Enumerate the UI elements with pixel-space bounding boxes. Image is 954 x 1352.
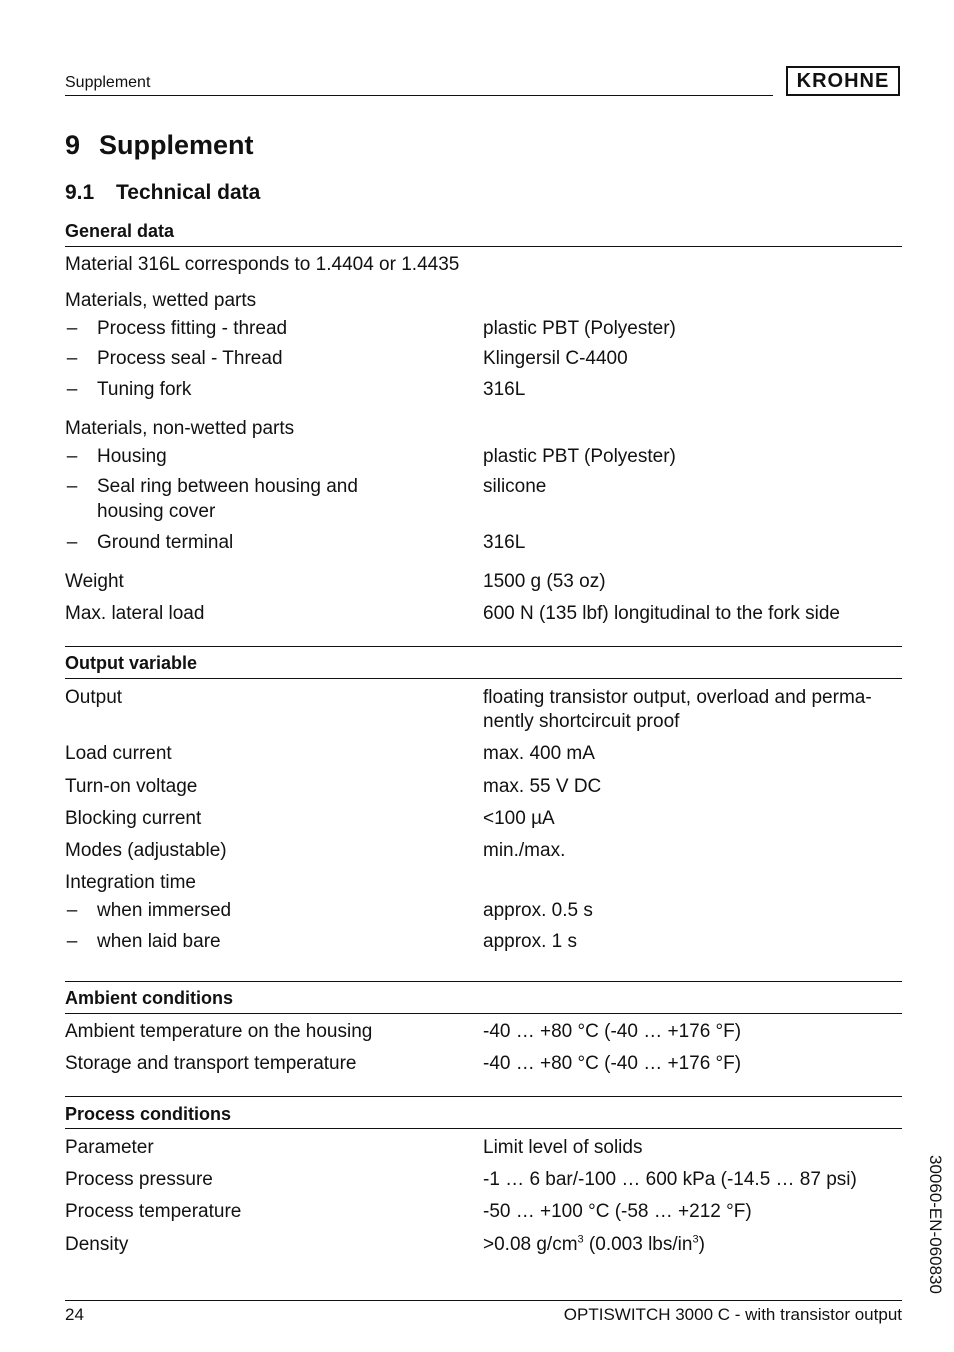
parameter-label: Parameter: [65, 1137, 154, 1158]
chapter-number: 9: [65, 130, 81, 160]
density-value-b: (0.003 lbs/in: [583, 1234, 693, 1255]
list-dash: –: [66, 379, 78, 400]
lateral-load-value: 600 N (135 lbf) longitudinal to the fork side: [483, 603, 840, 624]
ambient-top-rule: [65, 981, 902, 982]
footer-rule: [65, 1300, 902, 1301]
integration-time-label: Integration time: [65, 872, 196, 893]
output-label: Output: [65, 687, 123, 708]
wetted-item-name: Tuning fork: [97, 379, 192, 400]
general-data-rule: [65, 246, 902, 247]
wetted-item-value: plastic PBT (Polyester): [483, 318, 676, 339]
output-value-line2: nently shortcircuit proof: [483, 711, 680, 732]
ambient-rule: [65, 1013, 902, 1014]
ambient-temp-label: Ambient temperature on the housing: [65, 1021, 373, 1042]
material-note: Material 316L corresponds to 1.4404 or 1.4435: [65, 254, 460, 275]
list-dash: –: [66, 931, 78, 952]
header-rule: [65, 95, 773, 96]
chapter-title: [65, 130, 254, 161]
density-superscript-a: 3: [577, 1233, 584, 1246]
integration-item-value: approx. 0.5 s: [483, 900, 593, 921]
parameter-value: Limit level of solids: [483, 1137, 643, 1158]
process-top-rule: [65, 1096, 902, 1097]
nonwetted-item-name-cont: housing cover: [97, 501, 216, 522]
list-dash: –: [66, 318, 78, 339]
density-value: [483, 1233, 705, 1257]
wetted-parts-label: Materials, wetted parts: [65, 290, 257, 311]
nonwetted-item-name: Seal ring between housing and: [97, 476, 358, 497]
turn-on-voltage-value: max. 55 V DC: [483, 776, 602, 797]
ambient-conditions-heading: Ambient conditions: [65, 988, 233, 1008]
load-current-value: max. 400 mA: [483, 743, 595, 764]
storage-temp-value: -40 … +80 °C (-40 … +176 °F): [483, 1053, 742, 1074]
wetted-item-name: Process fitting - thread: [97, 318, 288, 339]
wetted-item-name: Process seal - Thread: [97, 348, 283, 369]
process-pressure-label: Process pressure: [65, 1169, 213, 1190]
turn-on-voltage-label: Turn-on voltage: [65, 776, 198, 797]
page-number: 24: [65, 1305, 84, 1324]
nonwetted-item-value: silicone: [483, 476, 547, 497]
section-number: 9.1: [65, 181, 95, 204]
density-value-a: >0.08 g/cm: [483, 1234, 578, 1255]
section-title: [65, 181, 260, 205]
ambient-temp-value: -40 … +80 °C (-40 … +176 °F): [483, 1021, 742, 1042]
density-superscript-b: 3: [692, 1233, 699, 1246]
modes-label: Modes (adjustable): [65, 840, 227, 861]
nonwetted-item-value: plastic PBT (Polyester): [483, 446, 676, 467]
output-value-line1: floating transistor output, overload and perma-: [483, 687, 872, 708]
integration-item-value: approx. 1 s: [483, 931, 577, 952]
integration-item-name: when immersed: [97, 900, 232, 921]
list-dash: –: [66, 446, 78, 467]
output-top-rule: [65, 646, 902, 647]
process-rule: [65, 1128, 902, 1129]
footer-product-name: OPTISWITCH 3000 C - with transistor output: [563, 1305, 902, 1324]
process-conditions-heading: Process conditions: [65, 1104, 232, 1124]
nonwetted-item-name: Housing: [97, 446, 167, 467]
chapter-title-text: Supplement: [99, 130, 254, 160]
general-data-heading: General data: [65, 221, 175, 241]
wetted-item-value: 316L: [483, 379, 526, 400]
integration-item-name: when laid bare: [97, 931, 221, 952]
blocking-current-value: <100 µA: [483, 808, 555, 829]
nonwetted-item-name: Ground terminal: [97, 532, 234, 553]
nonwetted-item-value: 316L: [483, 532, 526, 553]
document-code: 30060-EN-060830: [926, 1155, 945, 1294]
list-dash: –: [66, 532, 78, 553]
running-header: Supplement: [65, 74, 151, 91]
krohne-logo: KROHNE: [786, 66, 900, 96]
load-current-label: Load current: [65, 743, 172, 764]
output-rule: [65, 678, 902, 679]
list-dash: –: [66, 348, 78, 369]
modes-value: min./max.: [483, 840, 566, 861]
list-dash: –: [66, 476, 78, 497]
non-wetted-parts-label: Materials, non-wetted parts: [65, 418, 295, 439]
list-dash: –: [66, 900, 78, 921]
wetted-item-value: Klingersil C-4400: [483, 348, 628, 369]
process-temperature-value: -50 … +100 °C (-58 … +212 °F): [483, 1201, 752, 1222]
section-title-text: Technical data: [116, 181, 261, 204]
blocking-current-label: Blocking current: [65, 808, 202, 829]
density-value-c: ): [698, 1234, 705, 1255]
process-temperature-label: Process temperature: [65, 1201, 242, 1222]
density-label: Density: [65, 1234, 129, 1255]
process-pressure-value: -1 … 6 bar/-100 … 600 kPa (-14.5 … 87 psi): [483, 1169, 857, 1190]
weight-label: Weight: [65, 571, 124, 592]
output-variable-heading: Output variable: [65, 653, 198, 673]
weight-value: 1500 g (53 oz): [483, 571, 606, 592]
lateral-load-label: Max. lateral load: [65, 603, 205, 624]
storage-temp-label: Storage and transport temperature: [65, 1053, 357, 1074]
